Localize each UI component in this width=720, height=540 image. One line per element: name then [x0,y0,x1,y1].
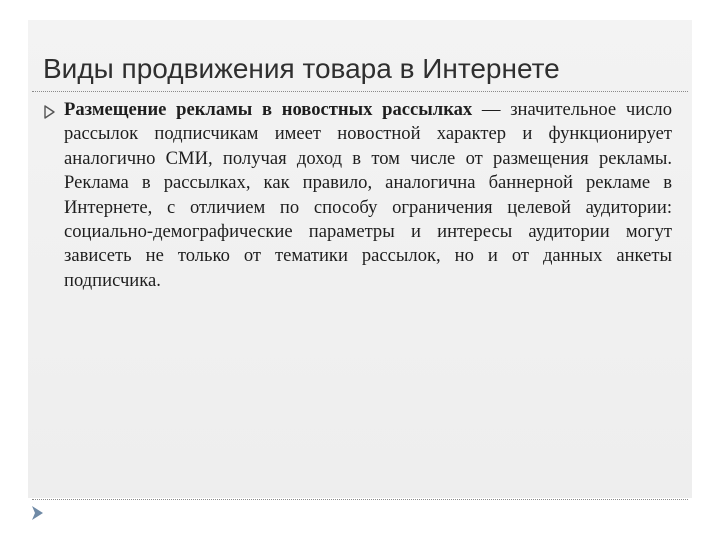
bullet-paragraph [64,98,672,293]
title-divider [32,91,688,92]
triangle-bullet-icon [43,105,55,119]
bullet-body-text: — значительное число рассылок подписчикам имеет новостной характер и функционирует аналогично СМИ, получая доход в том числе от размещения рекламы. Реклама в рассылках, как правило, аналогична баннерной рекламе в Интернете, с отличием по способу ограничения целевой аудитории: социально-демографические параметры и интересы аудитории могут зависеть не только от тематики рассылок, но и от данных анкеты подписчика. [64,99,673,291]
footer-divider [32,499,688,500]
bullet-lead-text: Размещение рекламы в новостных рассылках [64,99,473,120]
slide-title: Виды продвижения товара в Интернете [43,53,560,84]
next-slide-arrow-icon[interactable] [29,504,45,522]
